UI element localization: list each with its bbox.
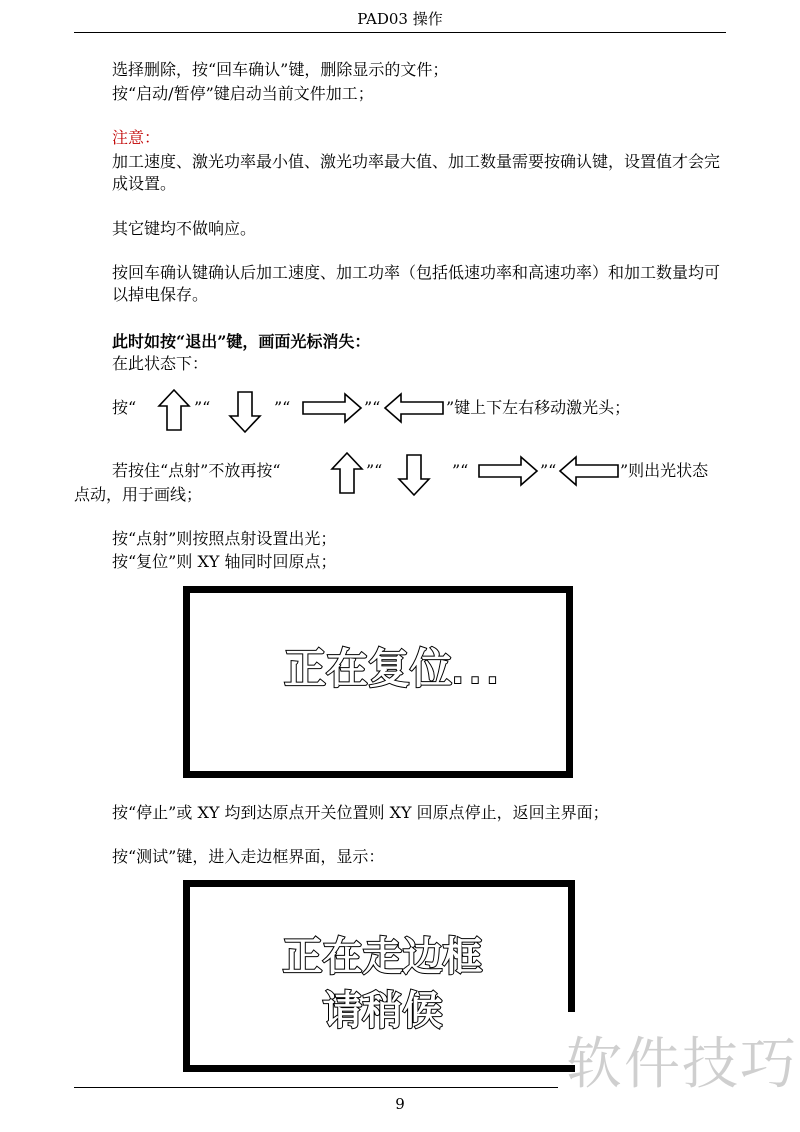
text-shot: 按“点射”则按照点射设置出光； [112, 529, 337, 548]
hold-line-2: 点动，用于画线； [74, 485, 203, 504]
down-arrow-icon [398, 454, 430, 496]
save-paragraph [82, 262, 728, 306]
left-arrow-icon [559, 456, 619, 486]
resetting-dots: ... [452, 656, 505, 691]
quote-separator: ”“ [194, 398, 211, 417]
framing-line-1: 正在走边框 [282, 934, 483, 980]
lcd-screen-resetting [183, 586, 573, 778]
resetting-text: 正在复位 [284, 644, 453, 693]
left-arrow-icon [384, 393, 444, 423]
quote-separator: ”“ [540, 461, 557, 480]
quote-separator: ”“ [452, 461, 469, 480]
lcd-screen-framing [183, 880, 575, 1072]
right-arrow-icon [478, 456, 538, 486]
watermark: 软件技巧 [566, 1032, 798, 1097]
page-header [74, 8, 726, 33]
text-stop: 按“停止”或 XY 均到达原点开关位置则 XY 回原点停止，返回主界面； [112, 803, 609, 822]
move-suffix: ”键上下左右移动激光头； [446, 398, 631, 417]
resetting-message [284, 643, 504, 700]
text-other-keys: 其它键均不做响应。 [112, 219, 257, 238]
quote-separator: ”“ [366, 461, 383, 480]
hold-suffix: ”则出光状态 [620, 461, 709, 480]
framing-line-2: 请稍候 [322, 988, 443, 1034]
page-number: 9 [395, 1095, 405, 1113]
footer-rule [74, 1087, 558, 1088]
note-paragraph [82, 151, 728, 195]
quote-separator: ”“ [364, 398, 381, 417]
move-arrows-line [0, 397, 800, 437]
text-delete-line: 选择删除，按“回车确认”键，删除显示的文件； [112, 60, 449, 79]
quote-separator: ”“ [274, 398, 291, 417]
up-arrow-icon [158, 389, 190, 431]
page-header-title: PAD03 操作 [357, 10, 443, 28]
exit-heading: 此时如按“退出”键，画面光标消失： [112, 332, 371, 351]
save-text: 按回车确认键确认后加工速度、加工功率（包括低速功率和高速功率）和加工数量均可以掉电保存。 [112, 263, 721, 304]
hold-prefix: 若按住“点射”不放再按“ [112, 461, 281, 480]
down-arrow-icon [229, 391, 261, 433]
state-intro: 在此状态下： [112, 354, 209, 373]
move-prefix: 按“ [112, 398, 137, 417]
text-test: 按“测试”键，进入走边框界面，显示： [112, 847, 385, 866]
note-text: 加工速度、激光功率最小值、激光功率最大值、加工数量需要按确认键，设置值才会完成设置。 [112, 152, 721, 193]
up-arrow-icon [331, 452, 363, 494]
lcd-screen-framing-right-border [568, 880, 575, 1012]
right-arrow-icon [302, 393, 362, 423]
note-label: 注意： [112, 128, 161, 147]
text-reset: 按“复位”则 XY 轴同时回原点； [112, 552, 337, 571]
text-start-line: 按“启动/暂停”键启动当前文件加工； [112, 84, 374, 103]
